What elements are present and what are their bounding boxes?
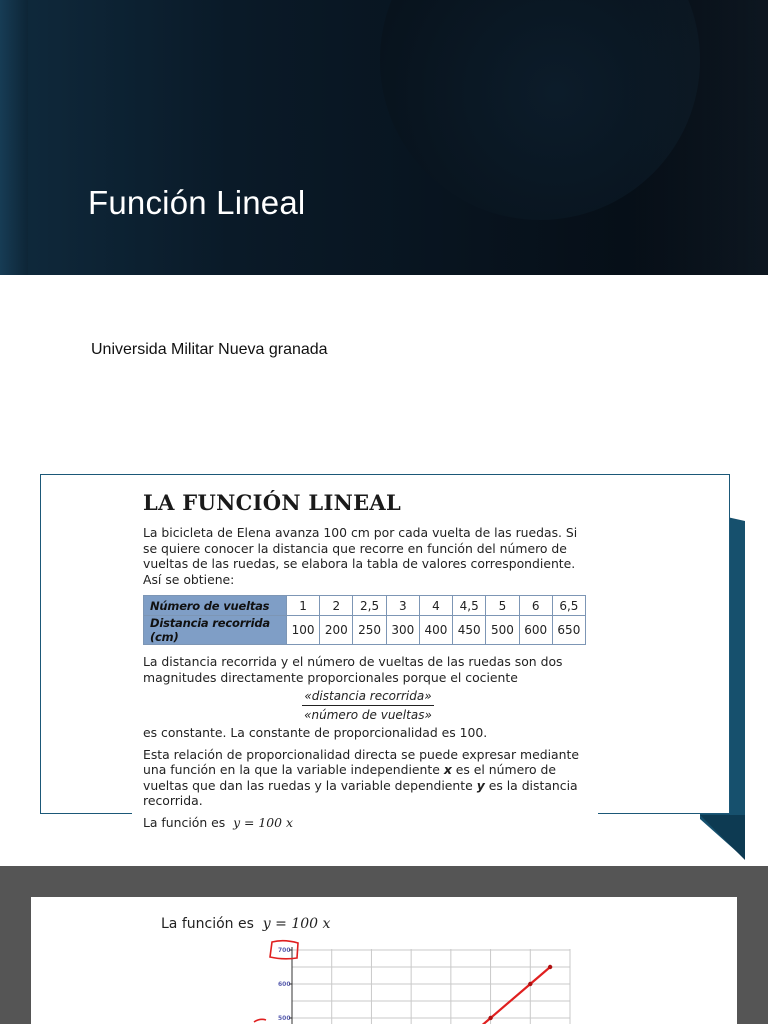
excerpt-title: LA FUNCIÓN LINEAL	[143, 490, 402, 515]
table-cell: 600	[519, 616, 552, 645]
title-banner	[0, 0, 768, 275]
data-point	[488, 1016, 492, 1020]
table-row	[144, 616, 586, 645]
frame-bottom-left	[40, 813, 132, 814]
quotient-fraction	[143, 689, 593, 722]
function-statement	[143, 815, 593, 831]
textbook-excerpt	[143, 490, 593, 830]
caption-equation: y = 100 x	[262, 916, 331, 932]
excerpt-paragraph-4	[143, 747, 593, 809]
table-cell: 2,5	[353, 596, 386, 616]
data-point	[548, 965, 552, 969]
variable-y: y	[476, 777, 485, 793]
decorative-band-shadow	[700, 815, 745, 860]
row-header-distancia: Distancia recorrida (cm)	[144, 616, 287, 645]
excerpt-paragraph-2: La distancia recorrida y el número de vueltas de las ruedas son dos magnitudes directamente proporcionales porque el cociente	[143, 654, 563, 685]
annotation-mark	[254, 1019, 266, 1022]
fraction-denominator: «número de vueltas»	[304, 708, 432, 722]
table-cell: 400	[419, 616, 452, 645]
table-cell: 4,5	[453, 596, 486, 616]
slide-title: Función Lineal	[88, 184, 306, 221]
excerpt-paragraph-3: es constante. La constante de proporcionalidad es 100.	[143, 725, 488, 740]
slide-2-caption	[161, 916, 330, 932]
para4-text-a: Esta relación de proporcionalidad directa se puede expresar mediante una función en la que la variable independiente	[143, 746, 579, 777]
graph-svg	[250, 935, 580, 1024]
function-equation: y = 100 x	[233, 814, 293, 830]
table-cell: 300	[386, 616, 419, 645]
variable-x: x	[443, 762, 452, 777]
table-cell: 250	[353, 616, 386, 645]
values-table	[143, 595, 586, 645]
data-point	[528, 982, 532, 986]
table-cell: 6	[519, 596, 552, 616]
y-tick-label-600: 600	[278, 981, 291, 988]
table-row	[144, 596, 586, 616]
frame-bottom-right	[598, 813, 729, 814]
y-tick-label-500: 500	[278, 1015, 291, 1022]
table-cell: 500	[486, 616, 519, 645]
y-tick-label-700: 700	[278, 947, 291, 954]
table-cell: 5	[486, 596, 519, 616]
banner-glow	[628, 0, 768, 275]
excerpt-intro: La bicicleta de Elena avanza 100 cm por cada vuelta de las ruedas. Si se quiere conocer la distancia que recorre en función del número de vueltas de las ruedas, se elabora la tabla de valores correspondiente. Así se obtiene:	[143, 525, 578, 587]
table-cell: 200	[320, 616, 353, 645]
fraction-numerator: «distancia recorrida»	[302, 689, 433, 706]
table-cell: 650	[552, 616, 585, 645]
banner-edge	[0, 0, 28, 275]
table-cell: 100	[287, 616, 320, 645]
slide-subtitle: Universida Militar Nueva granada	[91, 341, 328, 358]
table-cell: 450	[453, 616, 486, 645]
series-line	[471, 967, 550, 1024]
function-graph	[250, 935, 580, 1024]
para4-text-b: es el número de vueltas que dan las ruedas y la variable dependiente	[143, 762, 557, 793]
table-cell: 4	[419, 596, 452, 616]
table-cell: 6,5	[552, 596, 585, 616]
table-cell: 3	[386, 596, 419, 616]
table-cell: 1	[287, 596, 320, 616]
para4-text-c: es la distancia recorrida.	[143, 777, 578, 808]
table-cell: 2	[320, 596, 353, 616]
row-header-vueltas: Número de vueltas	[144, 596, 287, 616]
function-label: La función es	[143, 814, 226, 830]
caption-label: La función es	[161, 916, 254, 932]
